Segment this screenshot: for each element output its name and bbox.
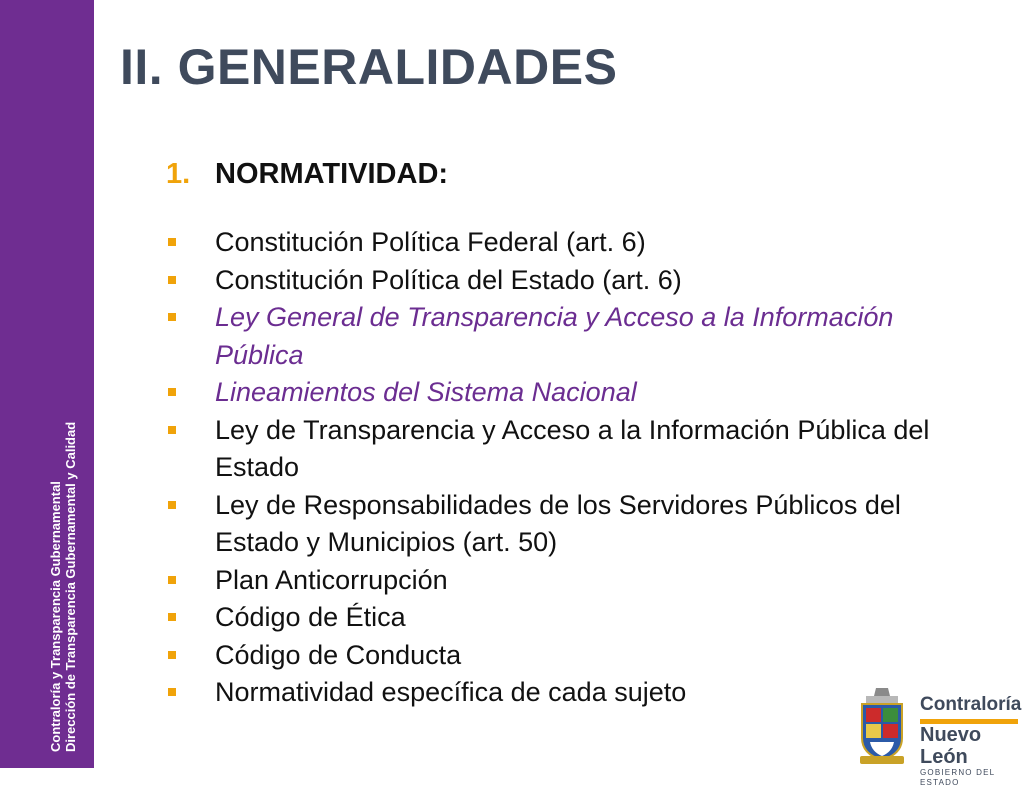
list-item (166, 487, 986, 562)
list-item (166, 224, 986, 262)
slide-title: II. GENERALIDADES (120, 39, 618, 95)
square-bullet-icon (168, 651, 176, 659)
square-bullet-icon (168, 426, 176, 434)
square-bullet-icon (168, 688, 176, 696)
list-item (166, 562, 986, 600)
square-bullet-icon (168, 613, 176, 621)
list-item-text: Lineamientos del Sistema Nacional (215, 377, 637, 407)
list-item-text: Código de Ética (215, 602, 406, 632)
square-bullet-icon (168, 238, 176, 246)
list-item (166, 637, 986, 675)
list-item (166, 599, 986, 637)
sidebar (0, 0, 94, 768)
sidebar-line-1: Contraloría y Transparencia Gubernamental (48, 481, 63, 752)
square-bullet-icon (168, 276, 176, 284)
sidebar-line-2: Dirección de Transparencia Gubernamental y Calidad (63, 421, 78, 752)
list-item-text: Código de Conducta (215, 639, 462, 670)
brand-name: Contraloría (920, 694, 1022, 715)
list-item (166, 262, 986, 300)
list-item-text: Plan Anticorrupción (215, 564, 448, 595)
square-bullet-icon (168, 388, 176, 396)
section-number: 1. (166, 158, 191, 190)
brand-divider (920, 719, 1018, 724)
state-coat-of-arms-icon (856, 686, 908, 766)
normativity-list (166, 224, 986, 712)
logo-area (850, 684, 1024, 787)
list-item-text: Constitución Política Federal (art. 6) (215, 227, 646, 257)
square-bullet-icon (168, 501, 176, 509)
section-title: NORMATIVIDAD: (215, 158, 449, 190)
list-item-text: Ley de Transparencia y Acceso a la Información Pública del Estado (215, 414, 930, 482)
list-item-text: Normatividad específica de cada sujeto (215, 677, 687, 707)
list-item (166, 299, 986, 374)
square-bullet-icon (168, 576, 176, 584)
section-heading (166, 158, 448, 191)
list-item-text: Ley General de Transparencia y Acceso a la Información Pública (215, 302, 894, 370)
list-item (166, 412, 986, 487)
brand-state: Nuevo León (920, 724, 982, 768)
list-item-text: Ley de Responsabilidades de los Servidores Públicos del Estado y Municipios (art. 50) (215, 489, 901, 557)
list-item (166, 374, 986, 412)
brand-subtitle: GOBIERNO DEL ESTADO (920, 768, 996, 787)
list-item-text: Constitución Política del Estado (art. 6) (215, 264, 682, 295)
square-bullet-icon (168, 313, 176, 321)
sidebar-vertical-text (48, 372, 78, 752)
brand-text (920, 694, 1024, 788)
